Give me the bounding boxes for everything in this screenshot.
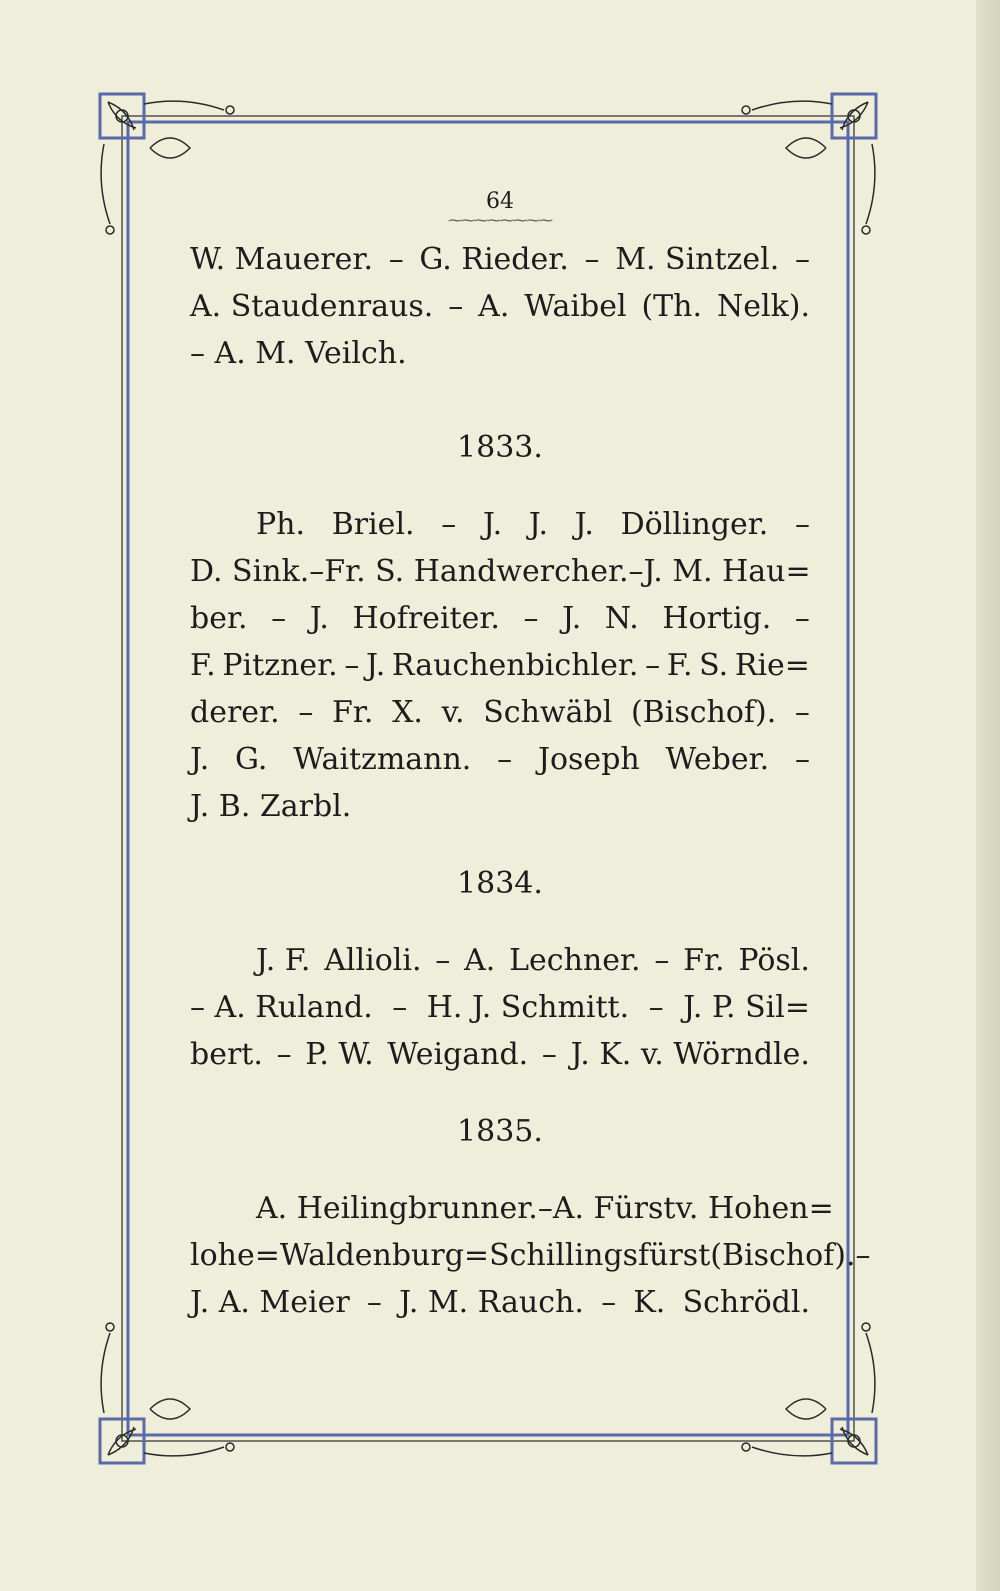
continuation-block bbox=[190, 236, 810, 377]
corner-ornament-bottom-right bbox=[742, 1323, 876, 1463]
text-line: J. B. Zarbl. bbox=[190, 789, 352, 824]
text-line: W. Mauerer. – G. Rieder. – M. Sintzel. – bbox=[190, 242, 810, 277]
decorative-divider: ⁓⁓⁓⁓⁓⁓⁓⁓ bbox=[448, 213, 552, 229]
corner-ornament-bottom-left bbox=[100, 1323, 234, 1463]
text-line: J. A. Meier – J. M. Rauch. – K. Schrödl. bbox=[190, 1285, 810, 1320]
section-1833 bbox=[190, 424, 810, 830]
year-heading: 1834. bbox=[457, 866, 543, 901]
text-line: J. G. Waitzmann. – Joseph Weber. – bbox=[190, 742, 810, 777]
text-line: ber. – J. Hofreiter. – J. N. Hortig. – bbox=[190, 601, 810, 636]
section-1834 bbox=[190, 860, 810, 1078]
text-line: F. Pitzner. – J. Rauchenbichler. – F. S. Rie= bbox=[190, 648, 810, 683]
text-line: derer. – Fr. X. v. Schwäbl (Bischof). – bbox=[190, 695, 810, 730]
text-line: Ph. Briel. – J. J. J. Döllinger. – bbox=[256, 507, 810, 542]
page-number: 64 bbox=[486, 189, 514, 214]
section-1835 bbox=[190, 1108, 871, 1326]
text-line: bert. – P. W. Weigand. – J. K. v. Wörndle. bbox=[190, 1037, 810, 1072]
text-line: A. Staudenraus. – A. Waibel (Th. Nelk). bbox=[190, 289, 810, 324]
text-line: lohe=Waldenburg=Schillingsfürst (Bischof). – bbox=[190, 1238, 871, 1273]
text-line: – A. Ruland. – H. J. Schmitt. – J. P. Sil= bbox=[190, 990, 810, 1025]
text-line: A. Heilingbrunner. – A. Fürst v. Hohen= bbox=[256, 1191, 834, 1226]
page-content bbox=[190, 189, 871, 1326]
year-heading: 1835. bbox=[457, 1114, 543, 1149]
year-heading: 1833. bbox=[457, 430, 543, 465]
text-line: D. Sink. – Fr. S. Handwercher. – J. M. Hau= bbox=[190, 554, 811, 589]
text-line: – A. M. Veilch. bbox=[190, 336, 407, 371]
text-line: J. F. Allioli. – A. Lechner. – Fr. Pösl. bbox=[256, 943, 810, 978]
